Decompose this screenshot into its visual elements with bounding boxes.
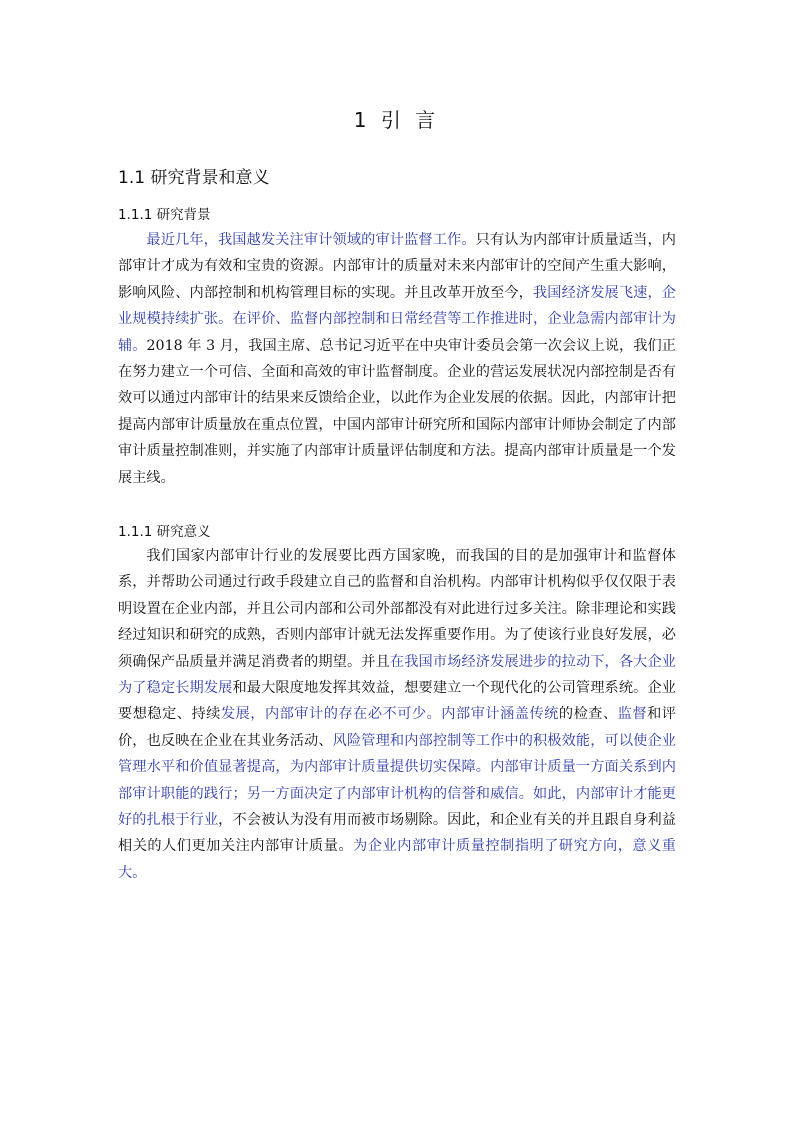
section-title: 1.1 研究背景和意义 bbox=[118, 168, 270, 188]
text-run: 2018 年 3 月，我国主席、总书记习近平在中央审计委员会第一次会议上说，我们正在努力建立一个可信、全面和高效的审计监督制度。企业的营运发展状况内部控制是否有效可以通过内部审计的结果来反馈给企业，以此作为企业发展的依据。因此，内部审计把提高内部审计质量放在重点位置，中国内部审计研究所和国际内部审计师协会制定了内部审计质量控制准则，并实施了内部审计质量评估制度和方法。提高内部审计质量是一个发展主线。 bbox=[118, 337, 676, 486]
text-run: 最近几年，我国越发关注审计领域的审计监督工作。 bbox=[146, 232, 476, 248]
text-run: 在我国市场经济发展进步的拉动下，各大企业为了稳定长期发展 bbox=[118, 653, 676, 697]
text-run: 发展，内部审计的存在必不可少。内部审计涵盖传统 bbox=[220, 706, 559, 723]
text-run: 的检查、 bbox=[558, 706, 618, 723]
paragraph-background bbox=[118, 227, 676, 491]
text-run: 我们国家内部审计行业的发展要比西方国家晚，而我国的目的是加强审计和监督体系，并帮助公司通过行政手段建立自己的监督和自治机构。内部审计机构似乎仅仅限于表明设置在企业内部，并且公司内部和公司外部都没有对此进行过多关注。除非理论和实践经过知识和研究的成熟，否则内部审计就无法发挥重要作用。为了使该行业良好发展，必须确保产品质量并满足消费者的期望。并且 bbox=[118, 548, 676, 670]
text-run: 监督 bbox=[617, 706, 648, 723]
text-run: 只有认为内部审计质量适当，内部审计才成为有效和宝贵的资源。内部审计的质量对未来内部审计的空间产生重大影响，影响风险、内部控制和机构管理目标的实现。并且改革开放至今， bbox=[118, 232, 676, 301]
paragraph-significance bbox=[118, 543, 676, 886]
text-run: 为企业内部审计质量控制指明了研究方向，意义重大。 bbox=[118, 838, 676, 881]
text-run: 风险管理和内部控制等工作中的积极效能，可以使企业管理水平和价值显著提高，为内部审计质量提供切实保障。内部审计质量一方面关系到内部审计职能的践行；另一方面决定了内部审计机构的信誉和威信。如此，内部审计才能更好的扎根于行业 bbox=[118, 732, 676, 829]
text-run: ，不会被认为没有用而被市场剔除。因此，和企业有关的并且跟自身利益相关的人们更加关注内部审计质量。 bbox=[118, 812, 676, 855]
subsection-title-background: 1.1.1 研究背景 bbox=[118, 207, 211, 223]
chapter-title: 1 引 言 bbox=[353, 108, 440, 132]
text-run: 和评价，也反映在企业在其业务活动、 bbox=[118, 706, 676, 749]
text-run: 和最大限度地发挥其效益，想要建立一个现代化的公司管理系统。企业要想稳定、持续 bbox=[118, 680, 676, 723]
subsection-title-significance: 1.1.1 研究意义 bbox=[118, 524, 211, 540]
text-run: 我国经济发展飞速，企业规模持续扩张。在评价、监督内部控制和日常经营等工作推进时，企业急需内部审计为辅。 bbox=[118, 284, 676, 354]
